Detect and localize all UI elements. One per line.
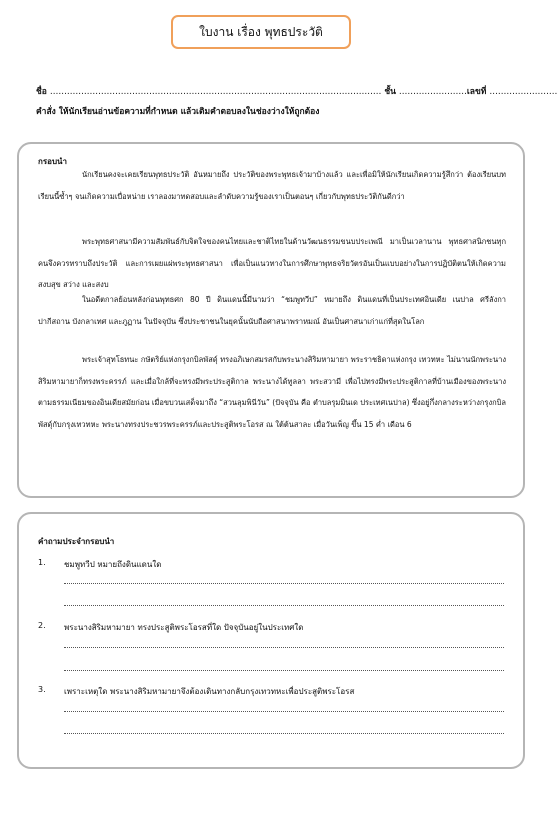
answer-line[interactable]	[64, 605, 504, 606]
answer-line[interactable]	[64, 670, 504, 671]
class-label: ชั้น	[384, 87, 396, 97]
instruction: คำสั่ง ให้นักเรียนอ่านข้อความที่กำหนด แล้วเติมคำตอบลงในช่องว่างให้ถูกต้อง	[36, 107, 320, 117]
question-text: ชมพูทวีป หมายถึงดินแดนใด	[64, 560, 162, 569]
frame-paragraph: ในอดีตกาลย้อนหลังก่อนพุทธศก 80 ปี ดินแดนนี้มีนามว่า “ชมพูทวีป” หมายถึง ดินแดนที่เป็นประเทศอินเดีย เนปาล ศรีลังกา ปากีสถาน บังกลาเทศ และภูฏาน ในปัจจุบัน ซึ่งประชาชนในยุคนั้นนับถือศาสนาพราหมณ์ อันเป็นศาสนาเก่าแก่ที่สุดในโลก	[38, 295, 506, 326]
answer-line[interactable]	[64, 733, 504, 734]
name-label: ชื่อ	[36, 87, 47, 97]
number-label: เลขที่	[466, 87, 487, 97]
answer-line[interactable]	[64, 711, 504, 712]
worksheet-title-box	[171, 15, 351, 49]
number-blank[interactable]: ……………………	[489, 87, 557, 97]
question-number: 1.	[38, 558, 46, 567]
question-number: 2.	[38, 621, 46, 630]
frame-paragraph: พระพุทธศาสนามีความสัมพันธ์กับจิตใจของคนไทยและชาติไทยในด้านวัฒนธรรมขนบประเพณี มาเป็นเวลานาน พุทธศาสนิกชนทุกคนจึงควรทราบถึงประวัติ และการเผยแผ่พระพุทธศาสนา เพื่อเป็นแนวทางในการศึกษาพุทธจริยวัตรอันเป็นแบบอย่างในการปฏิบัติตนให้เกิดความสงบสุข สว่าง และสงบ	[38, 237, 506, 289]
lead-frame-panel	[17, 142, 525, 498]
question-text: เพราะเหตุใด พระนางสิริมหามายาจึงต้องเดินทางกลับกรุงเทวทหะเพื่อประสูติพระโอรส	[64, 687, 355, 696]
name-blank[interactable]: ………………………………………………………………………………………………………	[49, 87, 382, 97]
student-info-row	[36, 84, 557, 98]
questions-heading: คำถามประจำกรอบนำ	[38, 537, 115, 546]
question-text: พระนางสิริมหามายา ทรงประสูติพระโอรสที่ใด ปัจจุบันอยู่ในประเทศใด	[64, 623, 304, 632]
answer-line[interactable]	[64, 583, 504, 584]
class-blank[interactable]: ……………………	[398, 87, 467, 97]
frame-paragraph: นักเรียนคงจะเคยเรียนพุทธประวัติ อันหมายถึง ประวัติของพระพุทธเจ้ามาบ้างแล้ว และเพื่อมิให้นักเรียนเกิดความรู้สึกว่า ต้องเรียนบทเรียนนี้ซ้ำๆ จนเกิดความเบื่อหน่าย เราลองมาทดสอบและลำดับความรู้ของเราเป็นตอนๆ เกี่ยวกับพุทธประวัติกันดีกว่า	[38, 170, 506, 201]
worksheet-title: ใบงาน เรื่อง พุทธประวัติ	[199, 24, 323, 39]
frame-paragraph: พระเจ้าสุทโธทนะ กษัตริย์แห่งกรุงกบิลพัสดุ์ ทรงอภิเษกสมรสกับพระนางสิริมหามายา พระราชธิดาแห่งกรุง เทวทหะ ไม่นานนักพระนางสิริมหามายาก็ทรงพระครรภ์ และเมื่อใกล้ที่จะทรงมีพระประสูติกาล พระนางได้ทูลลา พระสวามี เพื่อไปทรงมีพระประสูติกาลที่บ้านเมืองของพระนางตามธรรมเนียมของอินเดียสมัยก่อน เมื่อขบวนเสด็จมาถึง “สวนลุมพินีวัน” (ปัจจุบัน คือ ตำบลรุมมินเด ประเทศเนปาล) ซึ่งอยู่กึ่งกลางระหว่างกรุงกบิลพัสดุ์กับกรุงเทวทหะ พระนางทรงประชวรพระครรภ์และประสูติพระโอรส ณ ใต้ต้นสาละ เมื่อวันเพ็ญ ขึ้น 15 ค่ำ เดือน 6	[38, 355, 506, 429]
question-number: 3.	[38, 685, 46, 694]
questions-panel	[17, 512, 525, 769]
frame-heading: กรอบนำ	[38, 157, 67, 166]
answer-line[interactable]	[64, 647, 504, 648]
